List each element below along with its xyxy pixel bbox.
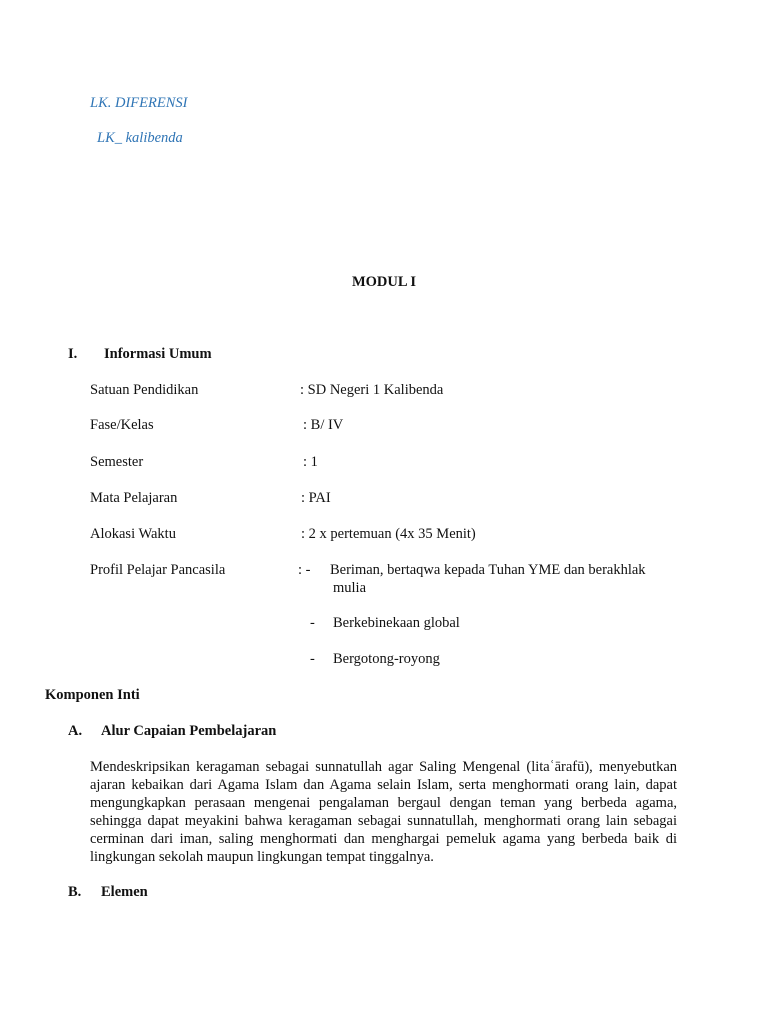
- row-value-semester: : 1: [303, 454, 318, 470]
- row-value-satuan: : SD Negeri 1 Kalibenda: [300, 382, 444, 398]
- profil-item-1-continued: mulia: [333, 580, 367, 596]
- row-value-fase: : B/ IV: [303, 417, 344, 433]
- bullet-dash: -: [310, 651, 315, 667]
- section-heading: Informasi Umum: [104, 346, 212, 362]
- header-line-1: LK. DIFERENSI: [90, 95, 188, 111]
- komponen-heading: Komponen Inti: [45, 687, 140, 703]
- row-label-alokasi: Alokasi Waktu: [90, 526, 176, 542]
- row-value-mapel: : PAI: [301, 490, 331, 506]
- row-value-alokasi: : 2 x pertemuan (4x 35 Menit): [301, 526, 476, 542]
- section-b-letter: B.: [68, 884, 82, 900]
- header-line-2: LK_ kalibenda: [97, 130, 183, 146]
- row-label-satuan: Satuan Pendidikan: [90, 382, 199, 398]
- document-title: MODUL I: [351, 274, 417, 290]
- row-label-mapel: Mata Pelajaran: [90, 490, 178, 506]
- row-label-fase: Fase/Kelas: [90, 417, 154, 433]
- section-b-heading: Elemen: [101, 884, 148, 900]
- alur-capaian-paragraph: Mendeskripsikan keragaman sebagai sunnatullah agar Saling Mengenal (litaʿārafū), menyebutkan ajaran kebaikan dari Agama Islam dan Agama selain Islam, serta menghormati orang lain, dapat mengungkapkan perasaan mengenai pengalaman bergaul dengan teman yang berbeda agama, sehingga dapat meyakini bahwa keragaman sebagai sunnatullah, menghormati orang lain sebagai cerminan dari iman, saling menghormati dan menghargai pemeluk agama yang berbeda baik di lingkungan sekolah maupun lingkungan tempat tinggalnya.: [90, 759, 677, 865]
- section-a-heading: Alur Capaian Pembelajaran: [101, 723, 277, 739]
- row-value-profil: : -: [298, 562, 311, 578]
- section-number: I.: [68, 346, 78, 362]
- row-label-semester: Semester: [90, 454, 144, 470]
- profil-item-1: Beriman, bertaqwa kepada Tuhan YME dan berakhlak: [330, 562, 646, 578]
- profil-item-2: Berkebinekaan global: [333, 615, 460, 631]
- row-label-profil: Profil Pelajar Pancasila: [90, 562, 226, 578]
- bullet-dash: -: [310, 615, 315, 631]
- profil-item-3: Bergotong-royong: [333, 651, 440, 667]
- section-a-letter: A.: [68, 723, 83, 739]
